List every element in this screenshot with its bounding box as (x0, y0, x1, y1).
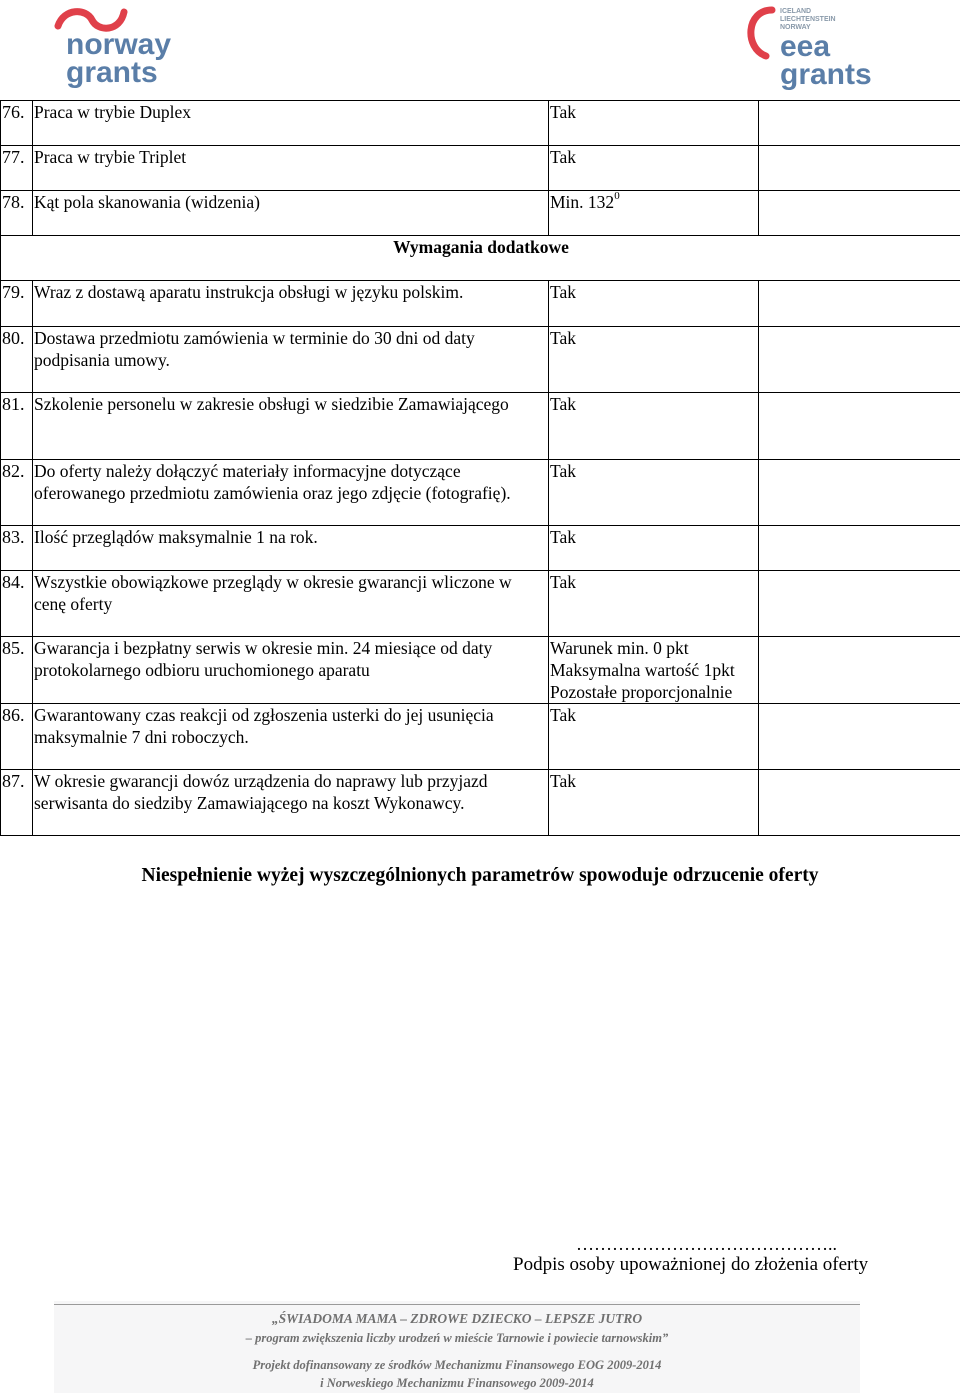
row-requirement: Tak (549, 460, 759, 526)
row-description: Gwarantowany czas reakcji od zgłoszenia usterki do jej usunięcia maksymalnie 7 dni roboczych. (33, 704, 549, 770)
row-offered-value (759, 460, 960, 526)
row-requirement: Tak (549, 704, 759, 770)
section-row (1, 236, 960, 281)
row-offered-value (759, 281, 960, 327)
table-row (1, 191, 960, 236)
row-description: Gwarancja i bezpłatny serwis w okresie min. 24 miesiące od daty protokolarnego odbioru uruchomionego aparatu (33, 637, 549, 704)
row-requirement: Tak (549, 101, 759, 146)
logo-word-grants-eea: grants (780, 58, 872, 91)
table-row (1, 571, 960, 637)
row-requirement (549, 191, 759, 236)
signature-line: …………………………………….. (576, 1234, 837, 1254)
row-offered-value (759, 101, 960, 146)
logo-liechtenstein: LIECHTENSTEIN (780, 16, 836, 23)
row-description: Wraz z dostawą aparatu instrukcja obsługi w języku polskim. (33, 281, 549, 327)
row-number: 87. (1, 770, 33, 836)
logo-swoosh-icon (58, 12, 124, 29)
norway-grants-logo (52, 4, 187, 92)
table-row (1, 101, 960, 146)
row-offered-value (759, 393, 960, 460)
row-offered-value (759, 704, 960, 770)
row-description: Dostawa przedmiotu zamówienia w terminie do 30 dni od daty podpisania umowy. (33, 327, 549, 393)
table-row (1, 704, 960, 770)
row-offered-value (759, 571, 960, 637)
table-row (1, 526, 960, 571)
logo-norway-small: NORWAY (780, 24, 811, 31)
table-row (1, 460, 960, 526)
row-number: 78. (1, 191, 33, 236)
project-footer (54, 1301, 860, 1393)
table-row (1, 281, 960, 327)
row-description: Wszystkie obowiązkowe przeglądy w okresie gwarancji wliczone w cenę oferty (33, 571, 549, 637)
requirement-text: Min. 132 (550, 192, 615, 212)
row-offered-value (759, 637, 960, 704)
row-number: 81. (1, 393, 33, 460)
row-description: Szkolenie personelu w zakresie obsługi w siedzibie Zamawiającego (33, 393, 549, 460)
row-offered-value (759, 327, 960, 393)
row-offered-value (759, 146, 960, 191)
row-requirement: Tak (549, 393, 759, 460)
logo-arc-icon (751, 10, 772, 56)
row-offered-value (759, 191, 960, 236)
degree-superscript: 0 (614, 190, 620, 203)
table-row (1, 327, 960, 393)
logo-word-eea: eea (780, 30, 831, 63)
row-requirement: Tak (549, 770, 759, 836)
logo-word-grants: grants (66, 56, 158, 89)
row-requirement: Tak (549, 526, 759, 571)
row-requirement: Tak (549, 571, 759, 637)
requirement-line: Warunek min. 0 pkt (550, 638, 689, 658)
logo-iceland: ICELAND (780, 8, 812, 15)
footer-funding-line: Projekt dofinansowany ze środków Mechanizmu Finansowego EOG 2009-2014 (252, 1358, 662, 1372)
eea-grants-logo (744, 4, 879, 92)
row-number: 80. (1, 327, 33, 393)
row-number: 82. (1, 460, 33, 526)
footer-program-subtitle: – program zwiększenia liczby urodzeń w mieście Tarnowie i powiecie tarnowskim” (245, 1331, 669, 1345)
footer-project-title: „ŚWIADOMA MAMA – ZDROWE DZIECKO – LEPSZE JUTRO (271, 1311, 643, 1326)
footer-divider (54, 1304, 860, 1305)
row-number: 86. (1, 704, 33, 770)
requirement-line: Pozostałe proporcjonalnie (550, 682, 733, 702)
row-offered-value (759, 770, 960, 836)
parameters-table (0, 100, 960, 836)
requirement-line: Maksymalna wartość 1pkt (550, 660, 735, 680)
table-row (1, 146, 960, 191)
footer-funding-line-2: i Norweskiego Mechanizmu Finansowego 2009-2014 (320, 1376, 594, 1390)
row-requirement (549, 637, 759, 704)
row-requirement: Tak (549, 327, 759, 393)
section-heading: Wymagania dodatkowe (1, 236, 960, 281)
row-number: 84. (1, 571, 33, 637)
table-row (1, 637, 960, 704)
row-number: 77. (1, 146, 33, 191)
row-description: Kąt pola skanowania (widzenia) (33, 191, 549, 236)
rejection-note: Niespełnienie wyżej wyszczególnionych parametrów spowoduje odrzucenie oferty (141, 865, 819, 886)
table-row (1, 393, 960, 460)
row-description: Praca w trybie Duplex (33, 101, 549, 146)
row-description: Ilość przeglądów maksymalnie 1 na rok. (33, 526, 549, 571)
row-number: 76. (1, 101, 33, 146)
row-number: 83. (1, 526, 33, 571)
row-requirement: Tak (549, 146, 759, 191)
row-description: Praca w trybie Triplet (33, 146, 549, 191)
logo-word-norway: norway (66, 28, 172, 61)
signature-label: Podpis osoby upoważnionej do złożenia oferty (513, 1254, 869, 1275)
row-offered-value (759, 526, 960, 571)
table-row (1, 770, 960, 836)
row-requirement: Tak (549, 281, 759, 327)
row-description: Do oferty należy dołączyć materiały informacyjne dotyczące oferowanego przedmiotu zamówienia oraz jego zdjęcie (fotografię). (33, 460, 549, 526)
row-number: 79. (1, 281, 33, 327)
row-number: 85. (1, 637, 33, 704)
row-description: W okresie gwarancji dowóz urządzenia do naprawy lub przyjazd serwisanta do siedziby Zamawiającego na koszt Wykonawcy. (33, 770, 549, 836)
